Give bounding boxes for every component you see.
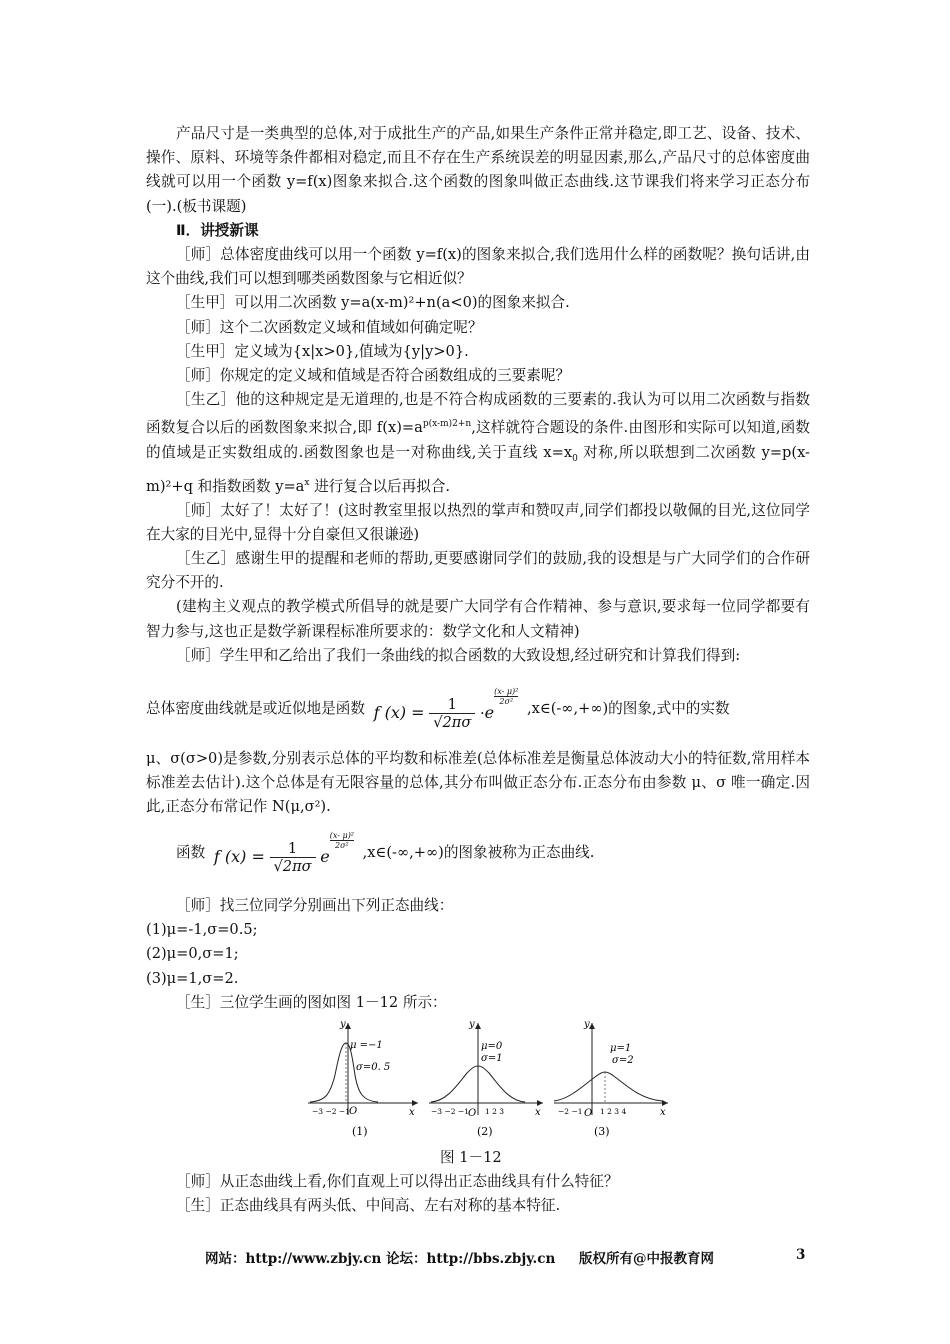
case-item: (1)μ=-1,σ=0.5; [146, 921, 258, 939]
svg-text:O: O [584, 1108, 593, 1119]
figure-caption: 图 1－12 [440, 1149, 502, 1166]
formula-line-2: 函数 f (x) = $\frac{1}{√2\pi\sigma}$ e $\frac{\text{(x- μ)²}}{\text{2σ²}}$ ,x∈(-∞,+∞)的图象被称为正态曲线. [176, 830, 595, 876]
svg-text:O: O [468, 1108, 477, 1119]
dialogue-line: ［师］学生甲和乙给出了我们一条曲线的拟合函数的大致设想,经过研究和计算我们得到: [176, 646, 741, 664]
dialogue-line: ［师］这个二次函数定义域和值域如何确定呢？ [176, 318, 483, 336]
svg-text:1 2 3 4: 1 2 3 4 [600, 1107, 627, 1116]
svg-text:σ=1: σ=1 [481, 1053, 503, 1064]
params-block [146, 747, 810, 820]
case-item: (3)μ=1,σ=2. [146, 969, 239, 987]
dialogue-line: ［生乙］他的这种规定是无道理的,也是不符合构成函数的三要素的.我认为可以用二次函数与指数函数复合以后的函数图象来拟合,即 $f(x)=a^{p(x-m)2+n}$,这样就符合题设的条件.由图形和实际可以知道,函数的值域是正实数组成的.函数图象也是一对称曲线,关于直线 $x=x_0$ 对称,所以联想到二次函数 y=p(x-m)²+q 和指数函数 $y=a^x$ 进行复合以后再拟合. [146, 391, 810, 495]
density-formula: f (x) = $\frac{1}{√2\pi\sigma}$ e $\frac{\text{(x- μ)²}}{\text{2σ²}}$ [213, 830, 355, 876]
formula-line-1: 总体密度曲线就是或近似地是函数 f (x) = $\frac{1}{√2\pi\sigma}$ ·e $\frac{\text{(x- μ)²}}{\text{2σ²}}$ ,x∈(-∞,+∞)的图象,式中的实数 [146, 686, 730, 732]
footer-forum: 论坛：http://bbs.zbjy.cn [386, 1251, 556, 1267]
normal-curve-figure-3 [550, 1015, 672, 1140]
task-block [146, 894, 810, 1015]
dialogue-line: ［生乙］感谢生甲的提醒和老师的帮助,更要感谢同学们的鼓励,我的设想是与广大同学们的合作研究分不开的. [146, 550, 810, 592]
svg-text:(2): (2) [477, 1125, 493, 1138]
svg-text:−3 −2 −1: −3 −2 −1 [431, 1107, 469, 1116]
normal-curve-figure-2 [425, 1015, 547, 1140]
dialogue-line: ［生甲］可以用二次函数 y=a(x-m)²+n(a<0)的图象来拟合. [176, 294, 570, 312]
footer-website: 网站：http://www.zbjy.cn [205, 1251, 382, 1267]
svg-text:−3 −2 −1: −3 −2 −1 [312, 1107, 350, 1116]
svg-text:(1): (1) [352, 1125, 368, 1138]
svg-text:x: x [660, 1107, 666, 1118]
intro-paragraph: 产品尺寸是一类典型的总体,对于成批生产的产品,如果生产条件正常并稳定,即工艺、设备、技术、操作、原料、环境等条件都相对稳定,而且不存在生产系统误差的明显因素,那么,产品尺寸的总体密度曲线就可以用一个函数 y=f(x)图象来拟合.这个函数的图象叫做正态曲线.这节课我们将来学习正态分布(一).(板书课题) [146, 125, 810, 215]
svg-text:y: y [340, 1019, 346, 1030]
params-paragraph: μ、σ(σ>0)是参数,分别表示总体的平均数和标准差(总体标准差是衡量总体波动大小的特征数,常用样本标准差去估计).这个总体是有无限容量的总体,其分布叫做正态分布.正态分布由参数 μ、σ 唯一确定.因此,正态分布常记作 N(μ,σ²). [146, 750, 810, 816]
svg-text:y: y [469, 1019, 475, 1030]
normal-curve-figure-1 [300, 1015, 422, 1140]
intro-block [146, 122, 810, 668]
dialogue-line: ［师］总体密度曲线可以用一个函数 y=f(x)的图象来拟合,我们选用什么样的函数呢？换句话讲,由这个曲线,我们可以想到哪类函数图象与它相近似？ [146, 246, 810, 288]
page-number: 3 [796, 1247, 806, 1263]
svg-text:μ =−1: μ =−1 [350, 1040, 383, 1051]
svg-text:μ=1: μ=1 [610, 1043, 632, 1054]
dialogue-line: ［师］太好了！太好了！(这时教室里报以热烈的掌声和赞叹声,同学们都投以敬佩的目光,这位同学在大家的目光中,显得十分自豪但又很谦逊) [146, 501, 810, 543]
dialogue-line: ［生甲］定义域为{x|x>0},值域为{y|y>0}. [176, 342, 469, 360]
svg-text:x: x [409, 1107, 415, 1118]
svg-text:(3): (3) [594, 1125, 610, 1138]
density-formula: f (x) = $\frac{1}{√2\pi\sigma}$ ·e $\frac{\text{(x- μ)²}}{\text{2σ²}}$ [373, 686, 519, 732]
svg-text:1 2 3: 1 2 3 [485, 1107, 505, 1116]
svg-text:y: y [584, 1019, 590, 1030]
footer-copyright: 版权所有@中报教育网 [579, 1251, 714, 1267]
svg-text:μ=0: μ=0 [481, 1041, 503, 1052]
svg-text:x: x [535, 1107, 541, 1118]
case-item: (2)μ=0,σ=1; [146, 945, 239, 963]
dialogue-line: ［生］三位学生画的图如图 1－12 所示： [176, 993, 447, 1011]
svg-text:σ=2: σ=2 [612, 1055, 634, 1066]
svg-text:σ=0. 5: σ=0. 5 [356, 1062, 391, 1073]
svg-text:O: O [349, 1106, 358, 1117]
svg-text:−2 −1: −2 −1 [558, 1107, 583, 1116]
closing-block [146, 1170, 810, 1218]
section-heading: Ⅱ．讲授新课 [176, 221, 259, 239]
dialogue-line: ［生］正态曲线具有两头低、中间高、左右对称的基本特征. [176, 1197, 561, 1215]
dialogue-line: ［师］你规定的定义域和值域是否符合函数组成的三要素呢？ [176, 367, 571, 385]
dialogue-line: ［师］找三位同学分别画出下列正态曲线： [176, 897, 454, 914]
dialogue-line: ［师］从正态曲线上看,你们直观上可以得出正态曲线具有什么特征？ [176, 1173, 619, 1190]
figure-group [300, 1015, 680, 1140]
note-paragraph: (建构主义观点的教学模式所倡导的就是要广大同学有合作精神、参与意识,要求每一位同学都要有智力参与,这也正是数学新课程标准所要求的：数学文化和人文精神) [146, 598, 810, 640]
